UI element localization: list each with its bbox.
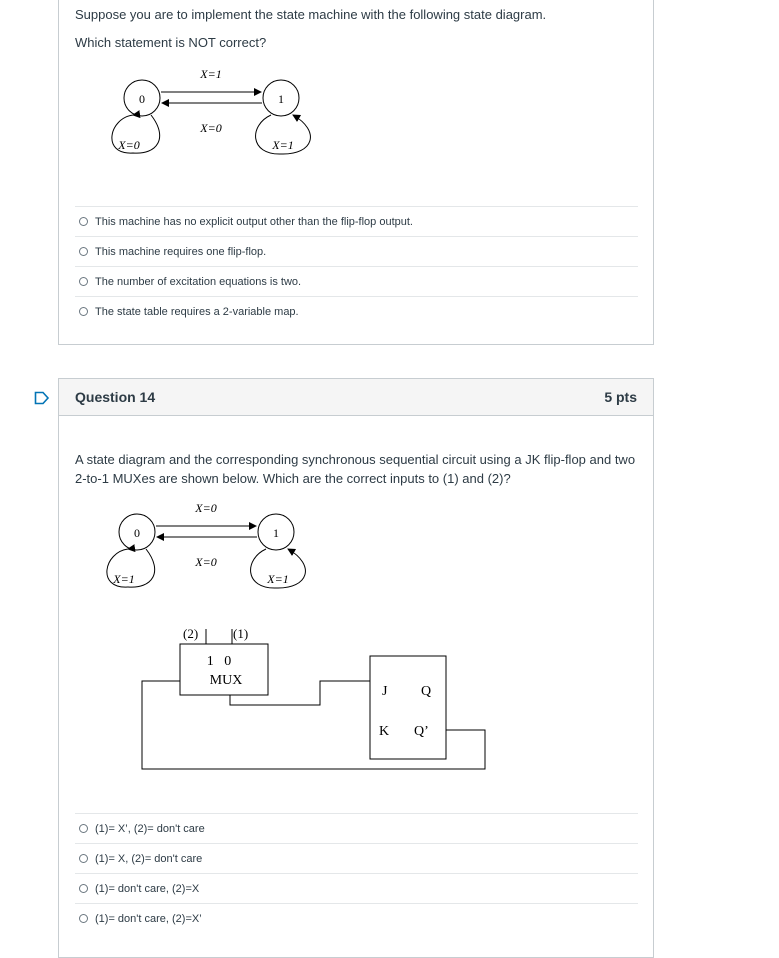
transition-1-to-0-label: X=0 — [200, 121, 222, 135]
self-loop-0-label: X=0 — [118, 138, 140, 152]
state-diagram-13 — [99, 63, 339, 163]
jk-q-pin: Q — [421, 684, 432, 699]
question-header — [59, 379, 653, 416]
mux-input-1-label: (1) — [233, 626, 249, 641]
question-14-prompt: A state diagram and the corresponding synchronous sequential circuit using a JK flip-flop and two 2-to-1 MUXes are shown below. Which are the correct inputs to (1) and (2)? — [75, 452, 636, 486]
answer-label: The number of excitation equations is two. — [95, 275, 302, 288]
question-points: 5 pts — [604, 389, 637, 405]
jk-j-pin: J — [382, 684, 388, 699]
question-13-card — [58, 0, 654, 345]
mux-input-values: 1 0 — [206, 654, 232, 669]
jk-qbar-pin: Q’ — [414, 724, 429, 739]
jk-mux-circuit — [139, 619, 499, 779]
answer-label: (1)= X’, (2)= don't care — [95, 822, 205, 835]
jk-flipflop-box — [370, 656, 446, 759]
state-0-label: 0 — [139, 92, 145, 106]
answer-option[interactable] — [75, 296, 638, 326]
mux-input-2-label: (2) — [183, 626, 199, 641]
radio-unselected-icon[interactable] — [79, 854, 88, 863]
answer-label: (1)= X, (2)= don't care — [95, 852, 203, 865]
question-13-answers — [75, 206, 638, 326]
answer-option[interactable] — [75, 206, 638, 236]
radio-unselected-icon[interactable] — [79, 824, 88, 833]
flag-outline-icon[interactable] — [34, 390, 50, 406]
answer-label: (1)= don't care, (2)=X’ — [95, 912, 202, 925]
state-1-label: 1 — [273, 526, 279, 540]
answer-option[interactable] — [75, 903, 638, 933]
self-loop-1-label: X=1 — [272, 138, 294, 152]
question-14-card — [58, 378, 654, 958]
radio-unselected-icon[interactable] — [79, 277, 88, 286]
answer-label: The state table requires a 2-variable map. — [95, 305, 299, 318]
jk-k-pin: K — [379, 724, 390, 739]
question-13-intro: Suppose you are to implement the state machine with the following state diagram. — [75, 7, 547, 22]
transition-0-to-1-label: X=0 — [195, 501, 217, 515]
mux-label: MUX — [209, 673, 243, 688]
radio-unselected-icon[interactable] — [79, 884, 88, 893]
self-loop-1-label: X=1 — [267, 572, 289, 586]
transition-0-to-1-label: X=1 — [200, 67, 222, 81]
radio-unselected-icon[interactable] — [79, 307, 88, 316]
answer-label: This machine requires one flip-flop. — [95, 245, 267, 258]
answer-option[interactable] — [75, 813, 638, 843]
answer-option[interactable] — [75, 266, 638, 296]
state-diagram-14 — [94, 499, 334, 599]
question-14-answers — [75, 813, 638, 933]
self-loop-0-label: X=1 — [113, 572, 135, 586]
answer-option[interactable] — [75, 843, 638, 873]
state-0-label: 0 — [134, 526, 140, 540]
radio-unselected-icon[interactable] — [79, 247, 88, 256]
radio-unselected-icon[interactable] — [79, 914, 88, 923]
state-1-label: 1 — [278, 92, 284, 106]
transition-1-to-0-label: X=0 — [195, 555, 217, 569]
answer-label: (1)= don't care, (2)=X — [95, 882, 200, 895]
answer-option[interactable] — [75, 873, 638, 903]
radio-unselected-icon[interactable] — [79, 217, 88, 226]
answer-option[interactable] — [75, 236, 638, 266]
question-13-prompt: Which statement is NOT correct? — [75, 35, 267, 50]
answer-label: This machine has no explicit output other than the flip-flop output. — [95, 215, 413, 228]
question-title: Question 14 — [75, 389, 156, 405]
